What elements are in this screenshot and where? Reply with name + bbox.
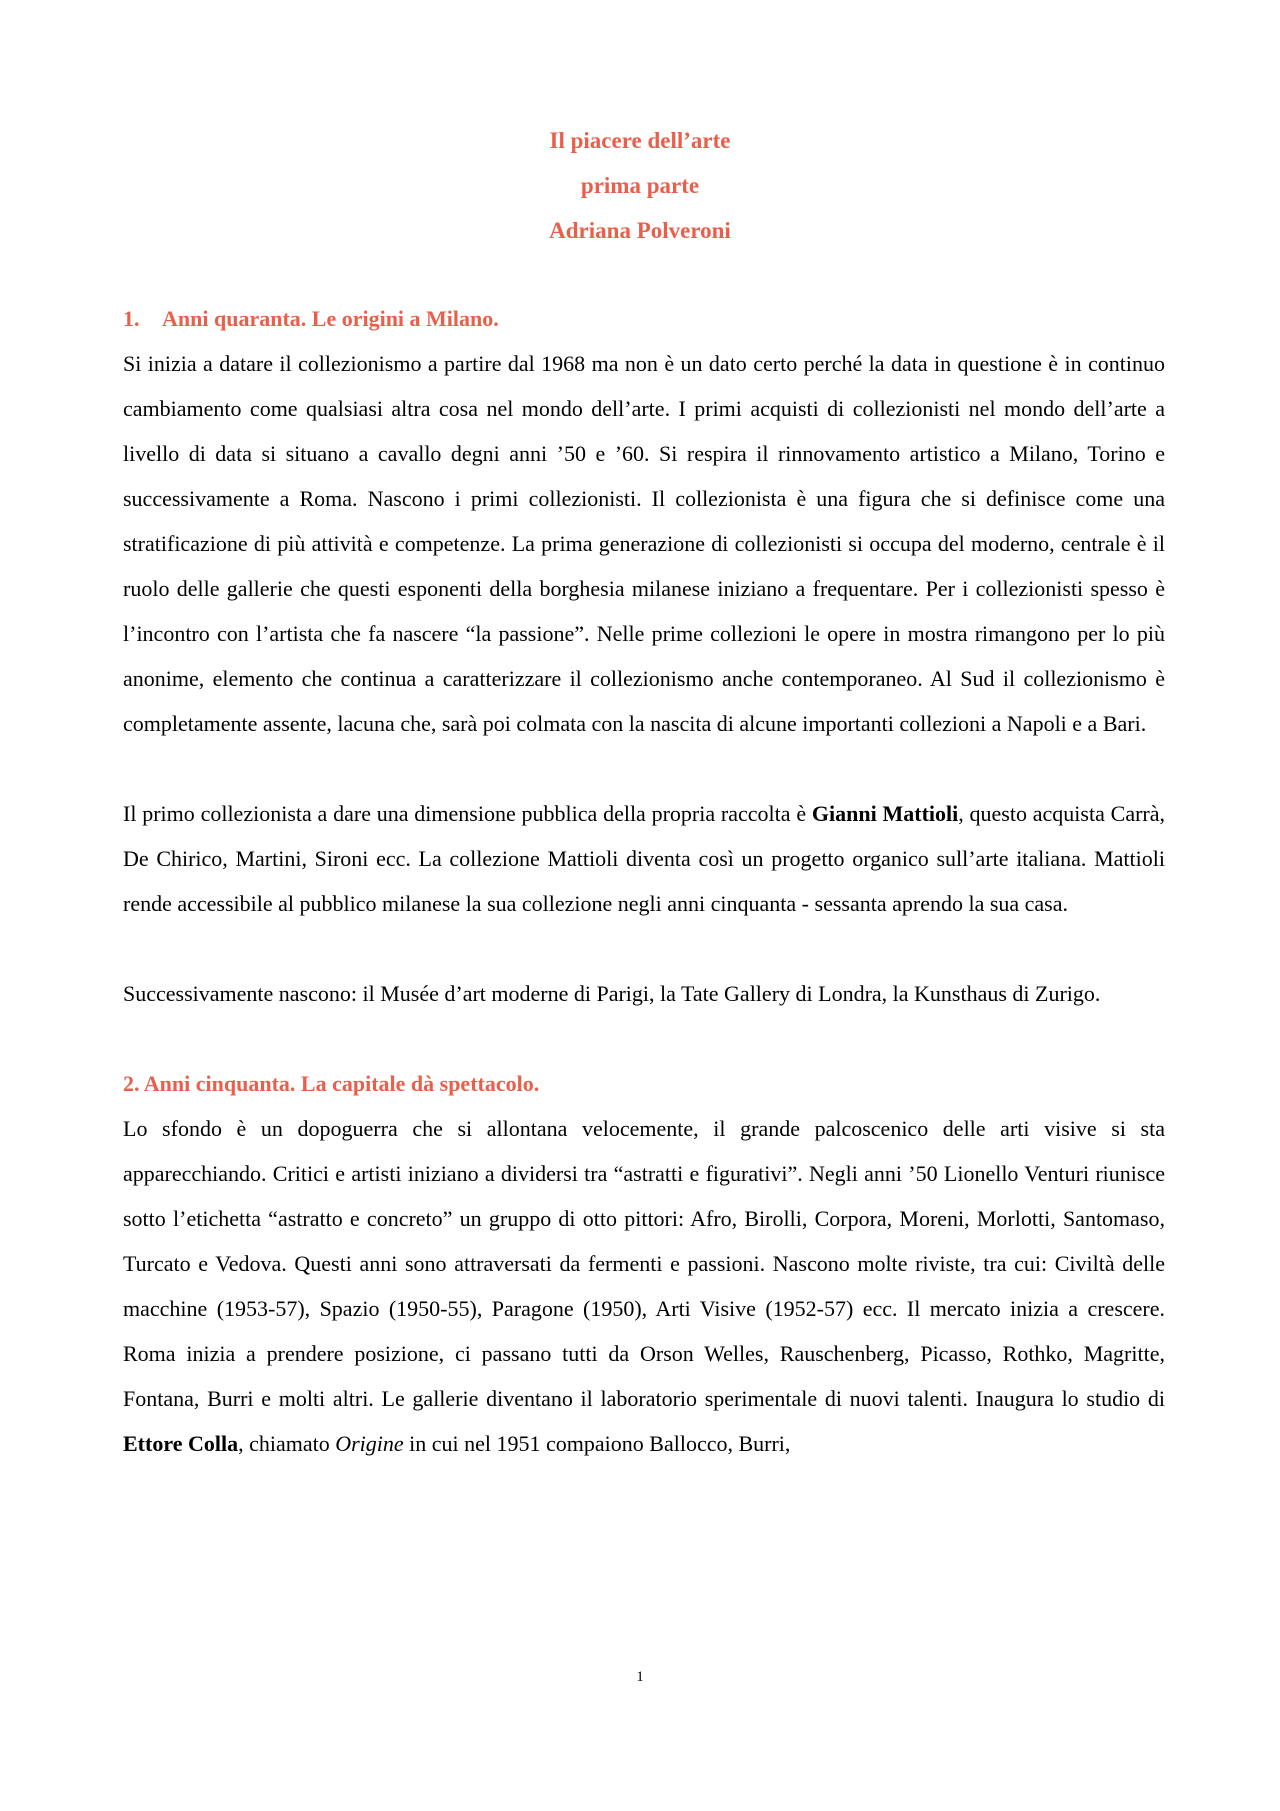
section-2-heading: 2. Anni cinquanta. La capitale dà spettacolo. — [123, 1071, 540, 1096]
paragraph-gap — [123, 1016, 1165, 1061]
document-content — [123, 296, 1165, 1466]
section-1-paragraph-1: Si inizia a datare il collezionismo a partire dal 1968 ma non è un dato certo perché la data in questione è in continuo cambiamento come qualsiasi altra cosa nel mondo dell’arte. I primi acquisti di collezionisti nel mondo dell’arte a livello di data si situano a cavallo degni anni ’50 e ’60. Si respira il rinnovamento artistico a Milano, Torino e successivamente a Roma. Nascono i primi collezionisti. Il collezionista è una figura che si definisce come una stratificazione di più attività e competenze. La prima generazione di collezionisti si occupa del moderno, centrale è il ruolo delle gallerie che questi esponenti della borghesia milanese iniziano a frequentare. Per i collezionisti spesso è l’incontro con l’artista che fa nascere “la passione”. Nelle prime collezioni le opere in mostra rimangono per lo più anonime, elemento che continua a caratterizzare il collezionismo anche contemporaneo. Al Sud il collezionismo è completamente assente, lacuna che, sarà poi colmata con la nascita di alcune importanti collezioni a Napoli e a Bari. — [123, 351, 1165, 736]
section-1-heading — [123, 296, 1165, 341]
paragraph-gap — [123, 746, 1165, 791]
paragraph-text: , questo acquista Carrà, De Chirico, Martini, Sironi ecc. La collezione Mattioli diventa così un progetto organico sull’arte italiana. Mattioli rende accessibile al pubblico milanese la sua collezione negli anni cinquanta - sessanta aprendo la sua casa. — [123, 801, 1165, 916]
collector-name-bold: Gianni Mattioli — [811, 801, 959, 826]
section-1-paragraph-3: Successivamente nascono: il Musée d’art moderne di Parigi, la Tate Gallery di Londra, la Kunsthaus di Zurigo. — [123, 981, 1101, 1006]
document-author: Adriana Polveroni — [549, 218, 731, 243]
title-block — [0, 118, 1280, 253]
document-title: Il piacere dell’arte — [549, 128, 731, 153]
paragraph-text: , chiamato — [238, 1431, 336, 1456]
paragraph-text: Lo sfondo è un dopoguerra che si allontana velocemente, il grande palcoscenico delle arti visive si sta apparecchiando. Critici e artisti iniziano a dividersi tra “astratti e figurativi”. Negli anni ’50 Lionello Venturi riunisce sotto l’etichetta “astratto e concreto” un gruppo di otto pittori: Afro, Birolli, Corpora, Moreni, Morlotti, Santomaso, Turcato e Vedova. Questi anni sono attraversati da fermenti e passioni. Nascono molte riviste, tra cui: Civiltà delle macchine (1953-57), Spazio (1950-55), Paragone (1950), Arti Visive (1952-57) ecc. Il mercato inizia a crescere. Roma inizia a prendere posizione, ci passano tutti da Orson Welles, Rauschenberg, Picasso, Rothko, Magritte, Fontana, Burri e molti altri. Le gallerie diventano il laboratorio sperimentale di nuovi talenti. Inaugura lo studio di — [123, 1116, 1165, 1411]
paragraph-text: Il primo collezionista a dare una dimensione pubblica della propria raccolta è — [123, 801, 812, 826]
document-subtitle: prima parte — [580, 173, 700, 198]
section-2-paragraph-1 — [123, 1106, 1165, 1466]
page-number: 1 — [636, 1669, 644, 1685]
paragraph-text: in cui nel 1951 compaiono Ballocco, Burri, — [403, 1431, 791, 1456]
studio-name-italic: Origine — [335, 1431, 404, 1456]
section-1-paragraph-2 — [123, 791, 1165, 926]
section-1-title: Anni quaranta. Le origini a Milano. — [162, 306, 499, 331]
section-1-number: 1. — [123, 306, 140, 331]
artist-name-bold: Ettore Colla — [123, 1431, 239, 1456]
paragraph-gap — [123, 926, 1165, 971]
